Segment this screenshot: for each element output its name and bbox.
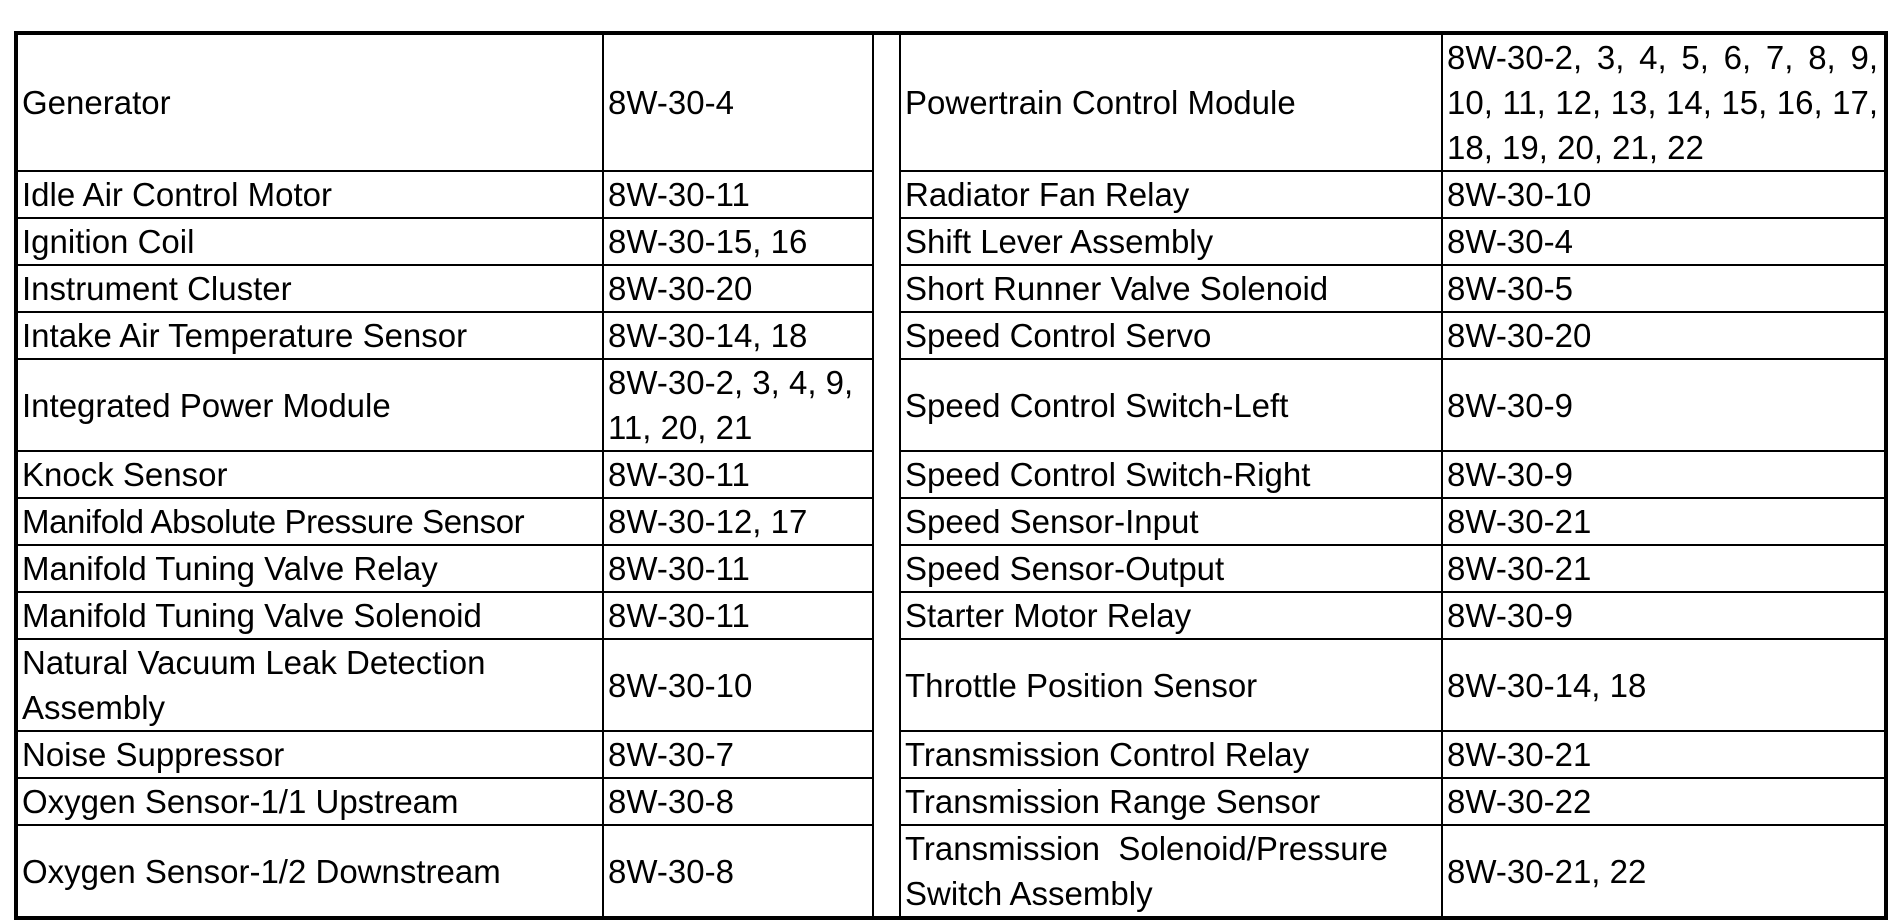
- column-divider: [873, 592, 900, 639]
- component-name-cell: Radiator Fan Relay: [900, 171, 1442, 218]
- table-row: [16, 33, 1886, 171]
- location-cell: 8W-30-14, 18: [603, 312, 873, 359]
- table-row: [16, 451, 1886, 498]
- column-divider: [873, 218, 900, 265]
- table-row: [16, 778, 1886, 825]
- table-row: [16, 312, 1886, 359]
- location-cell: 8W-30-9: [1442, 451, 1886, 498]
- location-cell: 8W-30-11: [603, 451, 873, 498]
- location-cell: 8W-30-2, 3, 4, 5, 6, 7, 8, 9, 10, 11, 12, 13, 14, 15, 16, 17, 18, 19, 20, 21, 22: [1442, 33, 1886, 171]
- column-divider: [873, 451, 900, 498]
- location-cell: 8W-30-11: [603, 171, 873, 218]
- location-cell: 8W-30-9: [1442, 592, 1886, 639]
- location-cell: 8W-30-21: [1442, 545, 1886, 592]
- table-row: [16, 218, 1886, 265]
- location-cell: 8W-30-12, 17: [603, 498, 873, 545]
- location-cell: 8W-30-20: [603, 265, 873, 312]
- location-cell: 8W-30-9: [1442, 359, 1886, 451]
- component-name-cell: Transmission Solenoid/Pressure Switch Assembly: [900, 825, 1442, 918]
- component-name-cell: Shift Lever Assembly: [900, 218, 1442, 265]
- location-cell: 8W-30-21: [1442, 731, 1886, 778]
- location-cell: 8W-30-10: [1442, 171, 1886, 218]
- table-row: [16, 592, 1886, 639]
- location-cell: 8W-30-21, 22: [1442, 825, 1886, 918]
- component-name-cell: Throttle Position Sensor: [900, 639, 1442, 731]
- component-name-cell: Manifold Tuning Valve Solenoid: [16, 592, 603, 639]
- component-name-cell: Speed Control Switch-Right: [900, 451, 1442, 498]
- column-divider: [873, 778, 900, 825]
- component-name-cell: Speed Control Switch-Left: [900, 359, 1442, 451]
- component-name-cell: Instrument Cluster: [16, 265, 603, 312]
- location-cell: 8W-30-5: [1442, 265, 1886, 312]
- component-location-table: [14, 31, 1888, 920]
- column-divider: [873, 731, 900, 778]
- location-cell: 8W-30-8: [603, 778, 873, 825]
- component-name-cell: Integrated Power Module: [16, 359, 603, 451]
- column-divider: [873, 359, 900, 451]
- component-name-cell: Oxygen Sensor-1/2 Downstream: [16, 825, 603, 918]
- location-cell: 8W-30-20: [1442, 312, 1886, 359]
- table-row: [16, 171, 1886, 218]
- component-name-cell: Generator: [16, 33, 603, 171]
- location-cell: 8W-30-4: [603, 33, 873, 171]
- table-row: [16, 825, 1886, 918]
- column-divider: [873, 825, 900, 918]
- location-cell: 8W-30-14, 18: [1442, 639, 1886, 731]
- component-name-cell: Speed Sensor-Output: [900, 545, 1442, 592]
- column-divider: [873, 639, 900, 731]
- table-row: [16, 639, 1886, 731]
- table-row: [16, 359, 1886, 451]
- location-cell: 8W-30-4: [1442, 218, 1886, 265]
- location-cell: 8W-30-15, 16: [603, 218, 873, 265]
- component-name-cell: Transmission Control Relay: [900, 731, 1442, 778]
- component-name-cell: Knock Sensor: [16, 451, 603, 498]
- component-name-cell: Speed Control Servo: [900, 312, 1442, 359]
- table-row: [16, 498, 1886, 545]
- location-cell: 8W-30-11: [603, 592, 873, 639]
- table-row: [16, 545, 1886, 592]
- component-name-cell: Ignition Coil: [16, 218, 603, 265]
- location-cell: 8W-30-2, 3, 4, 9, 11, 20, 21: [603, 359, 873, 451]
- component-name-cell: Intake Air Temperature Sensor: [16, 312, 603, 359]
- component-name-cell: Speed Sensor-Input: [900, 498, 1442, 545]
- component-name-cell: Powertrain Control Module: [900, 33, 1442, 171]
- component-name-cell: Idle Air Control Motor: [16, 171, 603, 218]
- component-name-cell: Short Runner Valve Solenoid: [900, 265, 1442, 312]
- column-divider: [873, 265, 900, 312]
- component-name-cell: Manifold Tuning Valve Relay: [16, 545, 603, 592]
- component-name-cell: Transmission Range Sensor: [900, 778, 1442, 825]
- location-cell: 8W-30-11: [603, 545, 873, 592]
- table-row: [16, 731, 1886, 778]
- column-divider: [873, 33, 900, 171]
- component-name-cell: Starter Motor Relay: [900, 592, 1442, 639]
- location-cell: 8W-30-7: [603, 731, 873, 778]
- column-divider: [873, 545, 900, 592]
- column-divider: [873, 498, 900, 545]
- location-cell: 8W-30-10: [603, 639, 873, 731]
- component-name-cell: Natural Vacuum Leak Detection Assembly: [16, 639, 603, 731]
- column-divider: [873, 171, 900, 218]
- column-divider: [873, 312, 900, 359]
- location-cell: 8W-30-22: [1442, 778, 1886, 825]
- component-name-cell: Oxygen Sensor-1/1 Upstream: [16, 778, 603, 825]
- location-cell: 8W-30-21: [1442, 498, 1886, 545]
- component-name-cell: Manifold Absolute Pressure Sensor: [16, 498, 603, 545]
- component-name-cell: Noise Suppressor: [16, 731, 603, 778]
- location-cell: 8W-30-8: [603, 825, 873, 918]
- table-row: [16, 265, 1886, 312]
